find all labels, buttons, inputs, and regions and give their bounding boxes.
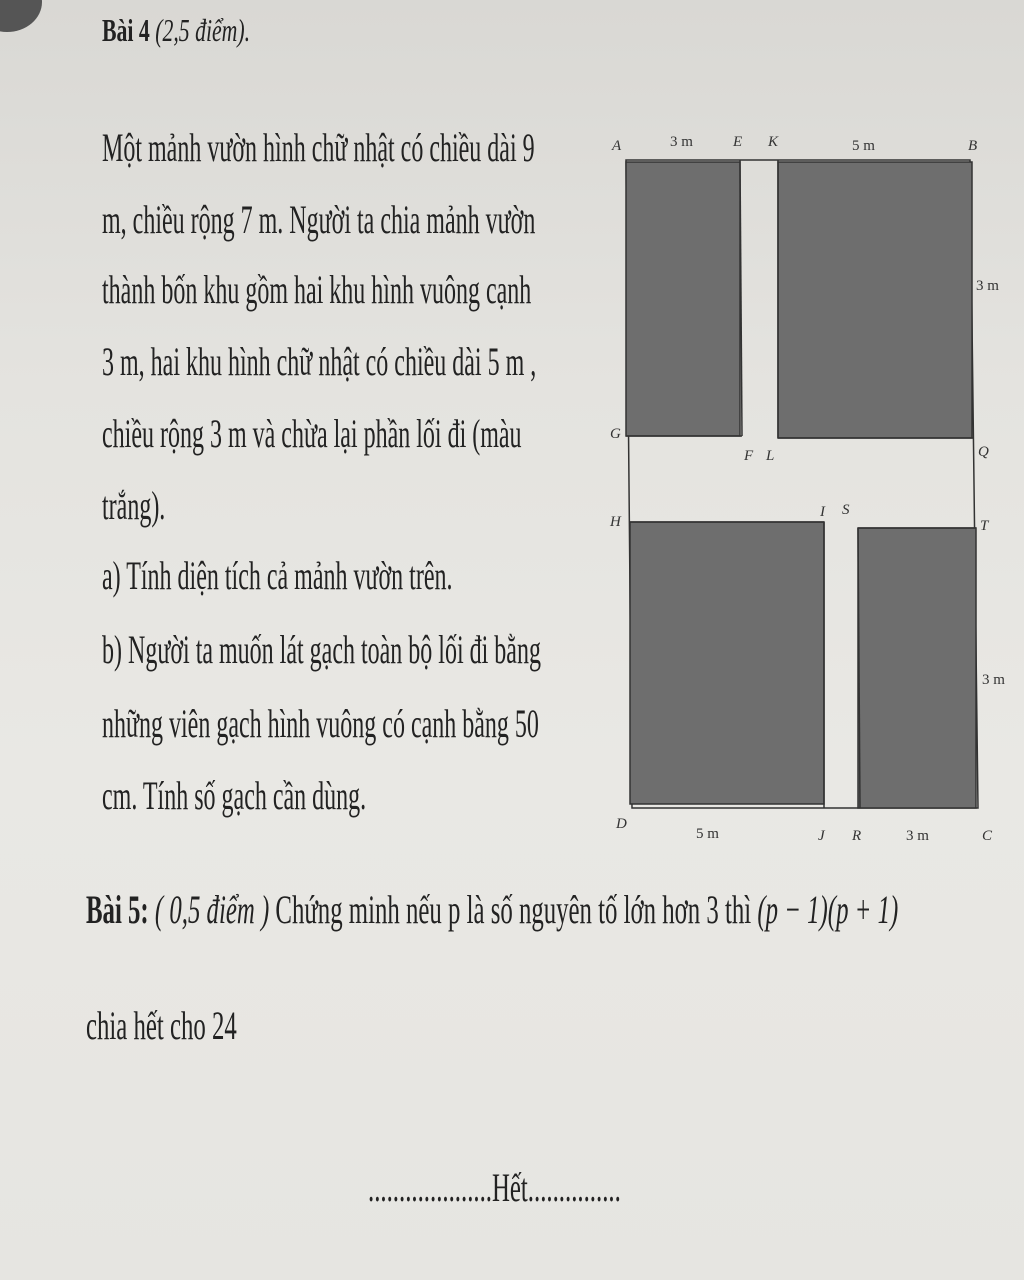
plot-square-top-left (626, 162, 740, 436)
problem4-line: cm. Tính số gạch cần dùng. (102, 773, 367, 818)
problem4-points: (2,5 điểm). (155, 12, 251, 48)
point-D: D (616, 816, 627, 832)
problem5-line1 (86, 886, 898, 933)
problem4-line: thành bốn khu gồm hai khu hình vuông cạnh (102, 267, 532, 312)
point-B: B (968, 138, 978, 154)
point-L: L (766, 448, 775, 464)
problem4-line: Một mảnh vườn hình chữ nhật có chiều dài 9 (102, 125, 535, 170)
problem4-line: những viên gạch hình vuông có cạnh bằng 50 (102, 701, 539, 746)
measure-ae: 3 m (670, 134, 693, 150)
measure-rc: 3 m (906, 828, 929, 844)
point-J: J (818, 828, 825, 844)
point-R: R (852, 828, 862, 844)
measure-bq: 3 m (976, 278, 999, 294)
problem4-line: trắng). (102, 483, 166, 528)
problem5-expression: (p − 1)(p + 1) (757, 887, 899, 932)
measure-tc: 3 m (982, 672, 1005, 688)
plot-rect-bottom-left (630, 522, 824, 804)
point-E: E (733, 134, 743, 150)
problem5-statement: Chứng minh nếu p là số nguyên tố lớn hơn 3 thì (275, 887, 752, 932)
plot-square-bottom-right (858, 528, 976, 808)
problem4-line: a) Tính diện tích cả mảnh vườn trên. (102, 553, 453, 598)
plot-rect-top-right (778, 162, 972, 438)
measure-kb: 5 m (852, 138, 875, 154)
point-C: C (982, 828, 993, 844)
point-S: S (842, 502, 850, 518)
point-Q: Q (978, 444, 989, 460)
point-A: A (612, 138, 622, 154)
point-H: H (610, 514, 621, 530)
point-I: I (820, 504, 825, 520)
problem5-line2: chia hết cho 24 (86, 1003, 237, 1048)
problem5-number: Bài 5: (86, 887, 149, 932)
problem4-line: 3 m, hai khu hình chữ nhật có chiều dài 5 m , (102, 339, 537, 384)
problem4-line: chiều rộng 3 m và chừa lại phần lối đi (màu (102, 411, 522, 456)
point-T: T (980, 518, 989, 534)
point-G: G (610, 426, 621, 442)
measure-dj: 5 m (696, 826, 719, 842)
point-F: F (744, 448, 754, 464)
problem4-number: Bài 4 (102, 12, 150, 48)
problem4-line: m, chiều rộng 7 m. Người ta chia mảnh vườn (102, 197, 536, 242)
point-K: K (768, 134, 779, 150)
problem5-points: ( 0,5 điểm ) (154, 887, 270, 932)
problem4-line: b) Người ta muốn lát gạch toàn bộ lối đi bằng (102, 627, 541, 672)
end-marker: ....................Hết............... (368, 1165, 621, 1210)
